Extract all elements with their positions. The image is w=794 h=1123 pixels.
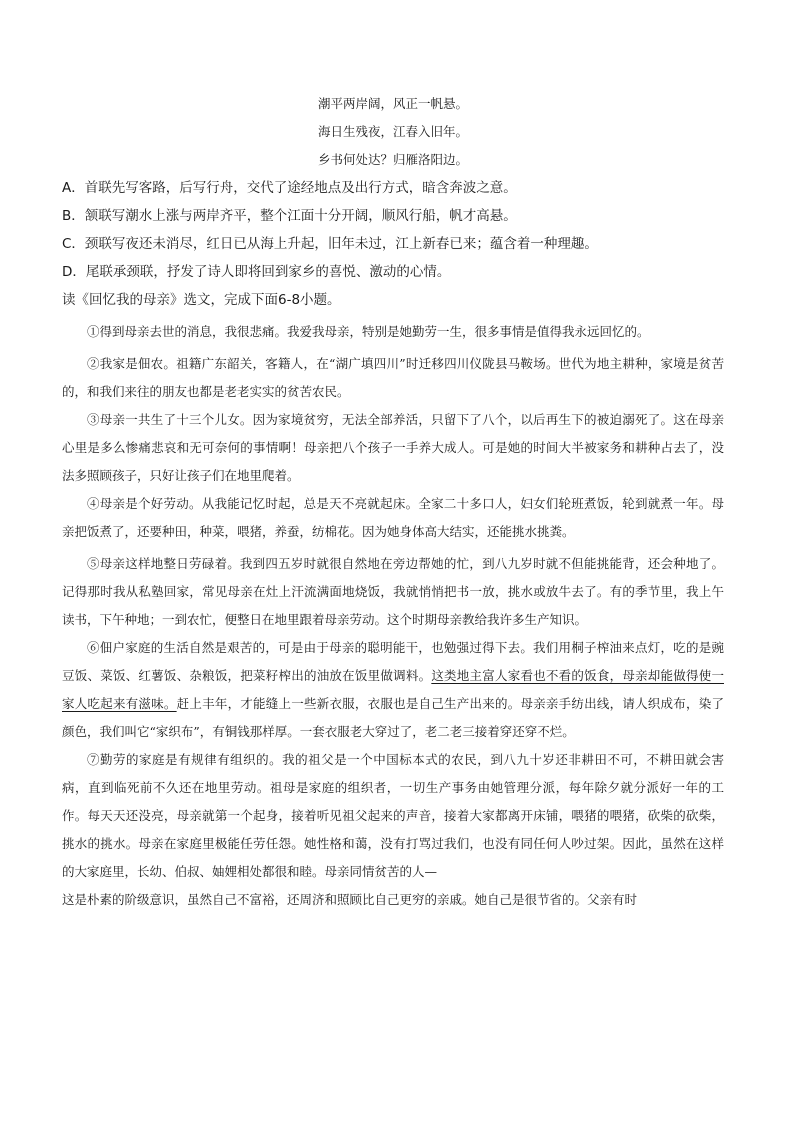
paragraph-7: ⑦勤劳的家庭是有规律有组织的。我的祖父是一个中国标本式的农民，到八九十岁还非耕田不可，不耕田就会害病，直到临死前不久还在地里劳动。祖母是家庭的组织者，一切生产事务由她管理分派，每年除夕就分派好一年的工作。每天天还没亮，母亲就第一个起身，接着听见祖父起来的声音，接着大家都离开床铺，喂猪的喂猪，砍柴的砍柴，挑水的挑水。母亲在家庭里极能任劳任怨。她性格和蔼，没有打骂过我们，也没有同任何人吵过架。因此，虽然在这样的大家庭里，长幼、伯叔、妯娌相处都很和睦。母亲同情贫苦的人— <box>62 752 724 879</box>
option-a: A．首联先写客路，后写行舟，交代了途经地点及出行方式，暗含奔波之意。 <box>62 180 517 196</box>
option-d: D．尾联承颈联，抒发了诗人即将回到家乡的喜悦、激动的心情。 <box>62 264 451 280</box>
poem <box>62 0 724 178</box>
paragraph-3: ③母亲一共生了十三个儿女。因为家境贫穷，无法全部养活，只留下了八个，以后再生下的被迫溺死了。这在母亲心里是多么惨痛悲哀和无可奈何的事情啊！母亲把八个孩子一手养大成人。可是她的时间大半被家务和耕种占去了，没法多照顾孩子，只好让孩子们在地里爬着。 <box>62 412 724 483</box>
paragraph-6 <box>62 634 724 746</box>
option-c: C．颈联写夜还未消尽，红日已从海上升起，旧年未过，江上新春已来；蕴含着一种理趣。 <box>62 236 598 252</box>
option-b: B．颔联写潮水上涨与两岸齐平，整个江面十分开阔，顺风行船，帆才高悬。 <box>62 208 517 224</box>
poem-line: 乡书何处达？归雁洛阳边。 <box>317 152 468 167</box>
paragraph-4: ④母亲是个好劳动。从我能记忆时起，总是天不亮就起床。全家二十多口人，妇女们轮班煮饭，轮到就煮一年。母亲把饭煮了，还要种田，种菜，喂猪，养蚕，纺棉花。因为她身体高大结实，还能挑水挑粪。 <box>62 496 724 539</box>
paragraph-1: ①得到母亲去世的消息，我很悲痛。我爱我母亲，特别是她勤劳一生，很多事情是值得我永远回忆的。 <box>87 324 650 339</box>
paragraph-6-text: ⑥佃户家庭的生活自然是艰苦的，可是由于母亲的聪明能干，也勉强过得下去。我们用桐子榨油来点灯，吃的是豌豆饭、菜饭、红薯饭、杂粮饭，把菜籽榨出的油放在饭里做调料。 <box>62 640 724 683</box>
poem-line: 海日生残夜，江春入旧年。 <box>317 124 468 139</box>
answer-options <box>62 178 724 290</box>
poem-line: 潮平两岸阔，风正一帆悬。 <box>317 96 468 111</box>
underlined-sentence: 这类地主富人家看也不看的饭食，母亲却能做得使一家人吃起来有滋味。 <box>62 668 724 711</box>
paragraph-8: 这是朴素的阶级意识，虽然自己不富裕，还周济和照顾比自己更穷的亲戚。她自己是很节省的。父亲有时 <box>62 892 638 907</box>
paragraph-6-text-cont: 赶上丰年，才能缝上一些新衣服，衣服也是自己生产出来的。母亲亲手纺出线，请人织成布，染了颜色，我们叫它“家织布”，有铜钱那样厚。一套衣服老大穿过了，老二老三接着穿还穿不烂。 <box>62 696 724 739</box>
paragraph-5: ⑤母亲这样地整日劳碌着。我到四五岁时就很自然地在旁边帮她的忙，到八九岁时就不但能挑能背，还会种地了。记得那时我从私塾回家，常见母亲在灶上汗流满面地烧饭，我就悄悄把书一放，挑水或放牛去了。有的季节里，我上午读书，下午种地；一到农忙，便整日在地里跟着母亲劳动。这个时期母亲教给我许多生产知识。 <box>62 556 724 627</box>
reading-prompt: 读《回忆我的母亲》选文，完成下面6-8小题。 <box>62 292 341 308</box>
passage <box>62 318 724 914</box>
paragraph-2: ②我家是佃农。祖籍广东韶关，客籍人，在“湖广填四川”时迁移四川仪陇县马鞍场。世代为地主耕种，家境是贫苦的，和我们来往的朋友也都是老老实实的贫苦农民。 <box>62 356 724 399</box>
